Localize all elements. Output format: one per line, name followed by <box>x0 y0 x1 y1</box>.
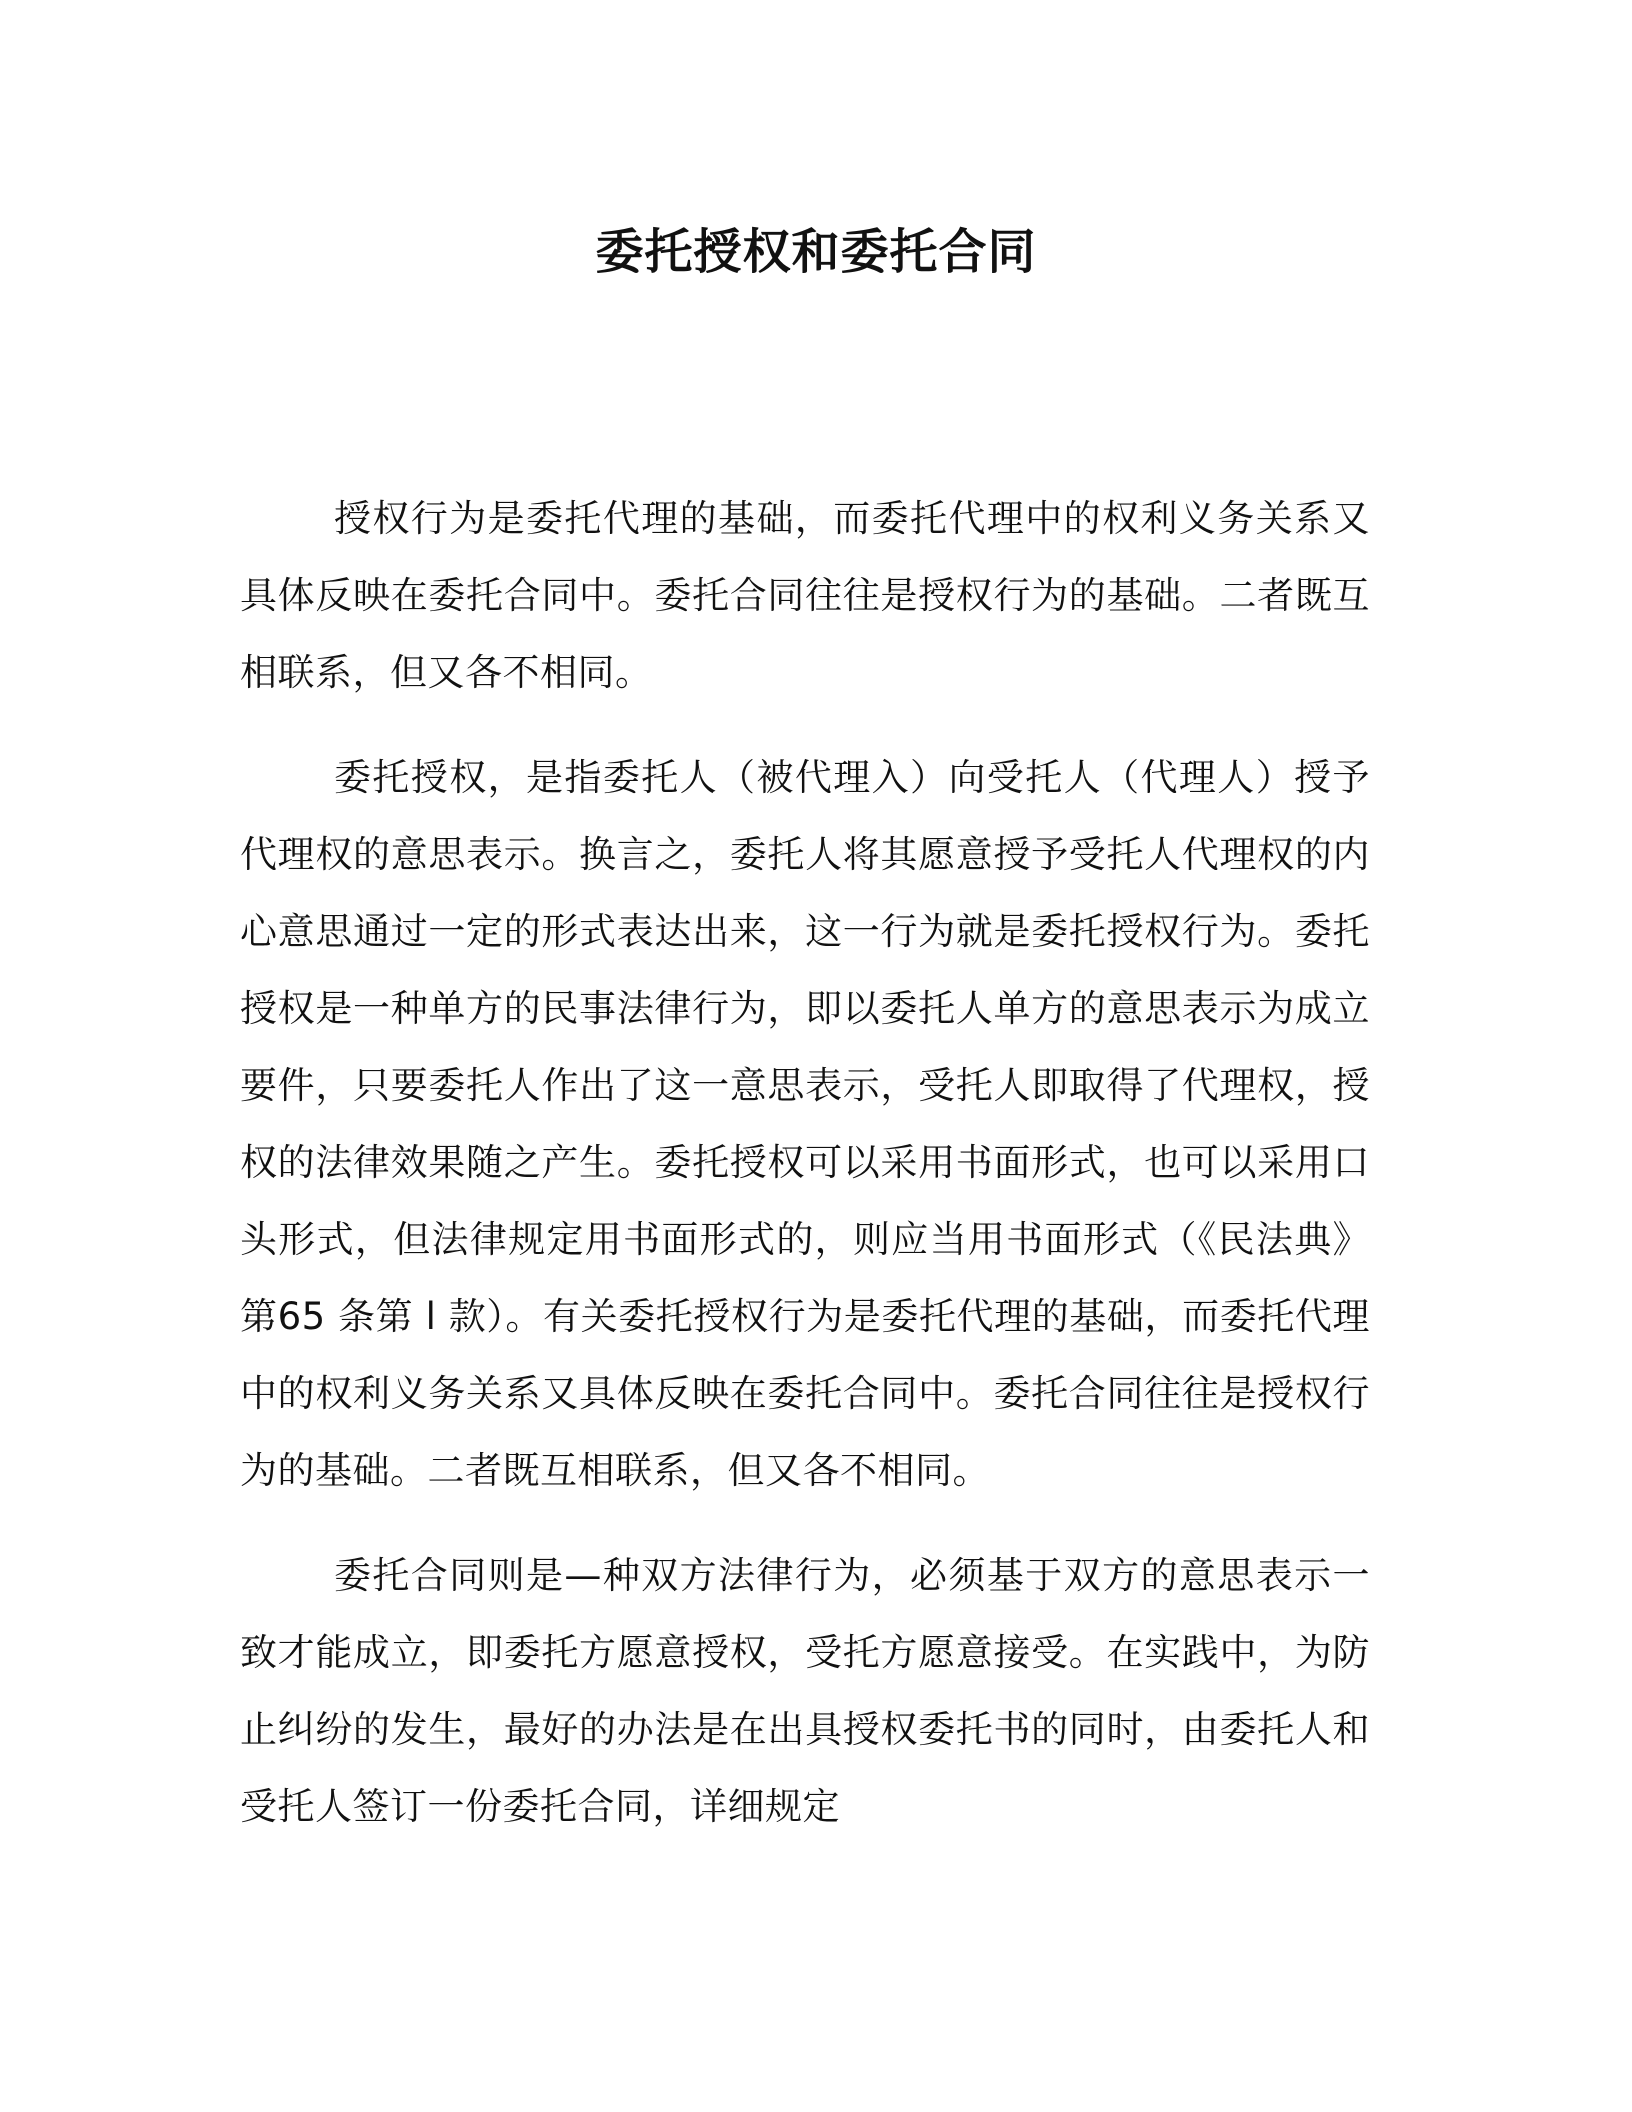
paragraph-2: 委托授权，是指委托人（被代理入）向受托人（代理人）授予代理权的意思表示。换言之，委托人将其愿意授予受托人代理权的内心意思通过一定的形式表达出来，这一行为就是委托授权行为。委托授权是一种单方的民事法律行为，即以委托人单方的意思表示为成立要件，只要委托人作出了这一意思表示，受托人即取得了代理权，授权的法律效果随之产生。委托授权可以采用书面形式，也可以采用口头形式，但法律规定用书面形式的，则应当用书面形式（《民法典》第65 条第 l 款）。有关委托授权行为是委托代理的基础，而委托代理中的权利义务关系又具体反映在委托合同中。委托合同往往是授权行为的基础。二者既互相联系，但又各不相同。 <box>240 756 1370 1492</box>
document-body <box>240 480 1370 1873</box>
document-title: 委托授权和委托合同 <box>595 224 1037 280</box>
paragraph-3: 委托合同则是—种双方法律行为，必须基于双方的意思表示一致才能成立，即委托方愿意授权，受托方愿意接受。在实践中，为防止纠纷的发生，最好的办法是在出具授权委托书的同时，由委托人和受托人签订一份委托合同，详细规定 <box>240 1554 1370 1828</box>
paragraph-1: 授权行为是委托代理的基础，而委托代理中的权利义务关系又具体反映在委托合同中。委托合同往往是授权行为的基础。二者既互相联系，但又各不相同。 <box>240 497 1370 694</box>
